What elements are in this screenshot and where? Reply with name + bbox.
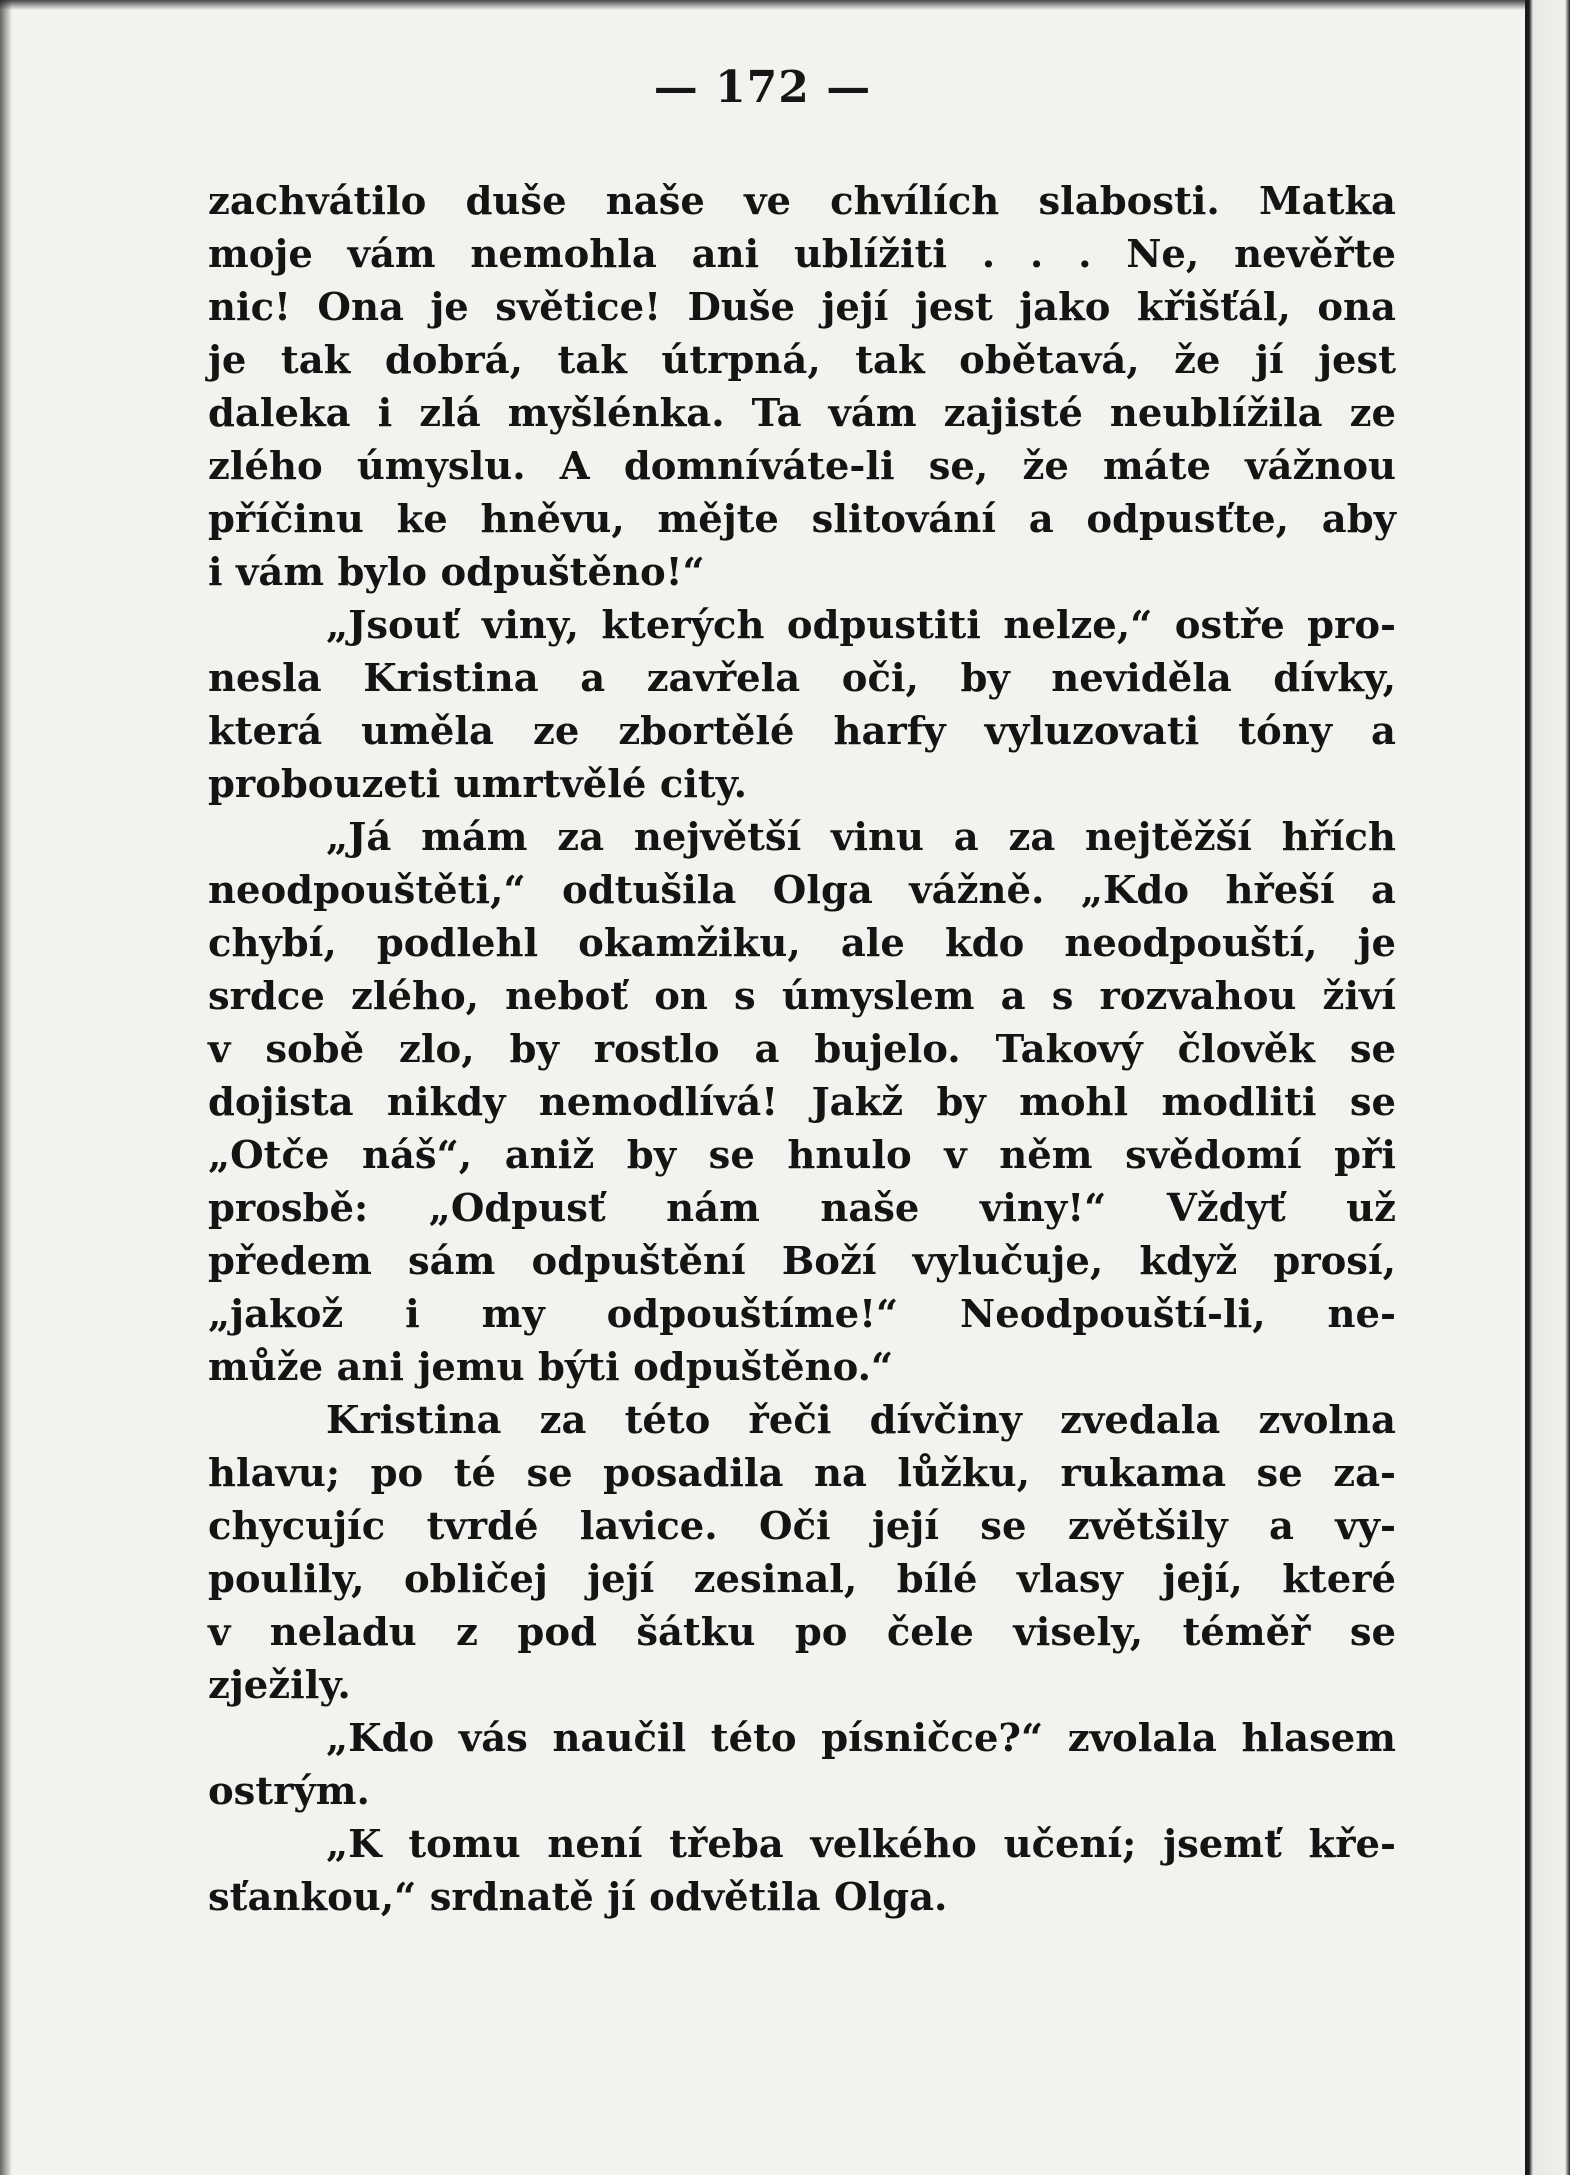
page-body (208, 175, 1396, 1924)
text-line: v neladu z pod šátku po čele visely, téměř se (208, 1610, 1396, 1655)
paragraph-4 (208, 1394, 1396, 1712)
scan-left-shadow (0, 0, 12, 2175)
text-line: srdce zlého, neboť on s úmyslem a s rozvahou živí (208, 974, 1396, 1019)
text-line: daleka i zlá myšlénka. Ta vám zajisté neublížila ze (208, 391, 1396, 436)
text-line: hlavu; po té se posadila na lůžku, rukama se za- (208, 1451, 1396, 1496)
text-line: i vám bylo odpuštěno!“ (208, 550, 705, 595)
text-line: ostrým. (208, 1769, 370, 1814)
text-line: nesla Kristina a zavřela oči, by neviděla dívky, (208, 656, 1396, 701)
text-line: poulily, obličej její zesinal, bílé vlasy její, které (208, 1557, 1396, 1602)
text-line: „Já mám za největší vinu a za nejtěžší hřích (326, 815, 1396, 860)
text-line: v sobě zlo, by rostlo a bujelo. Takový člověk se (208, 1027, 1396, 1072)
paragraph-3 (208, 811, 1396, 1394)
text-line: zježily. (208, 1663, 351, 1708)
text-line: chybí, podlehl okamžiku, ale kdo neodpouští, je (208, 921, 1396, 966)
paragraph-2 (208, 599, 1396, 811)
text-line: dojista nikdy nemodlívá! Jakž by mohl modliti se (208, 1080, 1396, 1125)
text-line: je tak dobrá, tak útrpná, tak obětavá, že jí jest (208, 338, 1396, 383)
text-line: sťankou,“ srdnatě jí odvětila Olga. (208, 1875, 948, 1920)
text-line: „jakož i my odpouštíme!“ Neodpouští-li, ne- (208, 1292, 1396, 1337)
text-line: zlého úmyslu. A domníváte-li se, že máte vážnou (208, 444, 1396, 489)
page-number: — 172 — (653, 62, 872, 113)
text-line: příčinu ke hněvu, mějte slitování a odpusťte, aby (208, 497, 1396, 542)
text-line: „Kdo vás naučil této písničce?“ zvolala hlasem (326, 1716, 1396, 1761)
scan-top-shadow (0, 0, 1525, 10)
text-line: nic! Ona je světice! Duše její jest jako křišťál, ona (208, 285, 1396, 330)
text-line: neodpouštěti,“ odtušila Olga vážně. „Kdo hřeší a (208, 868, 1396, 913)
text-line: která uměla ze zbortělé harfy vyluzovati tóny a (208, 709, 1396, 754)
text-line: moje vám nemohla ani ublížiti . . . Ne, nevěřte (208, 232, 1396, 277)
text-line: probouzeti umrtvělé city. (208, 762, 748, 807)
paragraph-1 (208, 175, 1396, 599)
paragraph-5 (208, 1712, 1396, 1818)
text-line: „Otče náš“, aniž by se hnulo v něm svědomí při (208, 1133, 1396, 1178)
adjacent-page-edge (1525, 0, 1570, 2175)
text-line: chycujíc tvrdé lavice. Oči její se zvětšily a vy- (208, 1504, 1396, 1549)
text-line: Kristina za této řeči dívčiny zvedala zvolna (326, 1398, 1396, 1443)
text-line: „K tomu není třeba velkého učení; jsemť kře- (326, 1822, 1396, 1867)
text-line: může ani jemu býti odpuštěno.“ (208, 1345, 894, 1390)
text-line: „Jsouť viny, kterých odpustiti nelze,“ ostře pro- (326, 603, 1396, 648)
text-line: předem sám odpuštění Boží vylučuje, když prosí, (208, 1239, 1396, 1284)
text-line: zachvátilo duše naše ve chvílích slabosti. Matka (208, 179, 1396, 224)
paragraph-6 (208, 1818, 1396, 1924)
text-line: prosbě: „Odpusť nám naše viny!“ Vždyť už (208, 1186, 1396, 1231)
